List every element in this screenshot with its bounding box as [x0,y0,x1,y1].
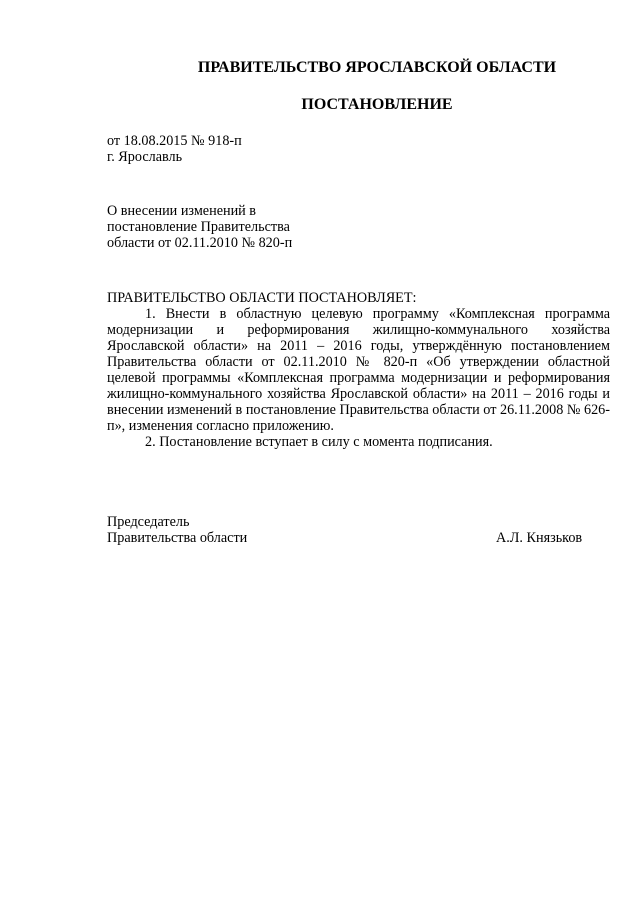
decree-item-1: 1. Внести в областную целевую программу «Комплексная программа модернизации и реформирования жилищно-коммунального хозяйства Ярославской области» на 2011 – 2016 годы, утверждённую постановлением Правительства области от 02.11.2010 № 820-п «Об утверждении областной целевой программы «Комплексная программа модернизации и реформирования жилищно-коммунального хозяйства Ярославской области» на 2011 – 2016 годы и внесении изменений в постановление Правительства области от 26.11.2008 № 626-п», изменения согласно приложению. [107,306,610,434]
subject-line: постановление Правительства [107,219,290,235]
issuing-authority-heading: ПРАВИТЕЛЬСТВО ЯРОСЛАВСКОЙ ОБЛАСТИ [197,59,557,76]
subject-line: области от 02.11.2010 № 820-п [107,235,293,251]
signatory-position-line: Правительства области [107,530,248,546]
decree-body [107,290,610,450]
document-type-heading: ПОСТАНОВЛЕНИЕ [301,96,453,113]
signatory-name: А.Л. Князьков [496,530,583,546]
city-line: г. Ярославль [107,149,183,165]
signatory-position-line: Председатель [107,514,190,530]
decree-item-2: 2. Постановление вступает в силу с момента подписания. [145,434,493,450]
date-number-line: от 18.08.2015 № 918-п [107,133,242,149]
signatory-position [107,514,407,546]
subject-line: О внесении изменений в [107,203,257,219]
document-subject [107,203,407,251]
decree-lead: ПРАВИТЕЛЬСТВО ОБЛАСТИ ПОСТАНОВЛЯЕТ: [107,290,417,306]
document-meta [107,133,407,165]
